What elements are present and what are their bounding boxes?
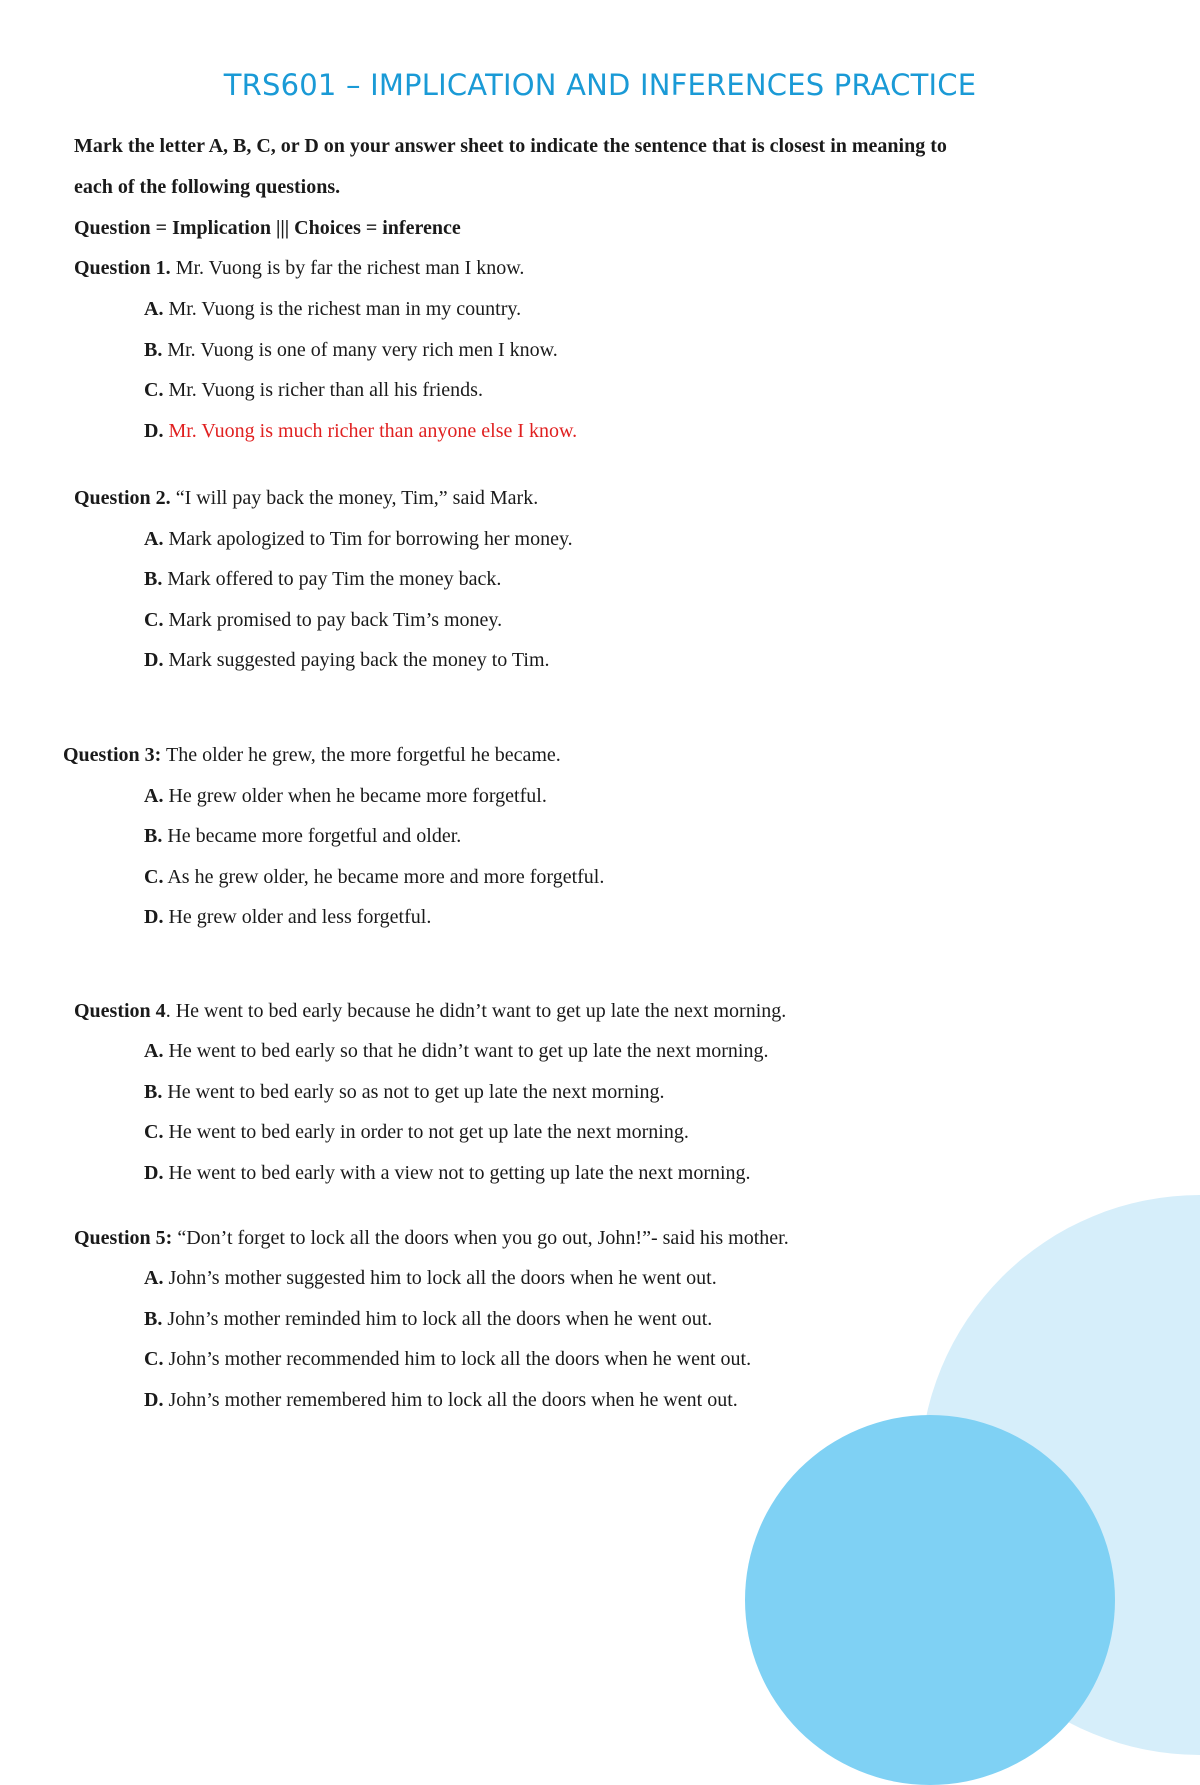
- question-1-option-c: [144, 378, 483, 402]
- question-3-option-a: [144, 784, 547, 808]
- question-5-option-a: [144, 1266, 717, 1290]
- question-4: [74, 999, 786, 1023]
- question-3-option-d: [144, 905, 431, 929]
- option-letter: C.: [144, 1121, 164, 1143]
- option-text: John’s mother reminded him to lock all the doors when he went out.: [162, 1308, 713, 1330]
- option-text: John’s mother remembered him to lock all the doors when he went out.: [163, 1389, 738, 1411]
- question-label: Question 1.: [74, 257, 171, 279]
- option-letter: D.: [144, 649, 164, 671]
- question-3: [63, 743, 561, 767]
- option-letter: A.: [144, 528, 164, 550]
- question-1: [74, 256, 524, 280]
- question-label: Question 5:: [74, 1227, 173, 1249]
- option-text: He grew older and less forgetful.: [163, 906, 432, 928]
- option-text: He became more forgetful and older.: [162, 825, 462, 847]
- option-letter: B.: [144, 339, 163, 361]
- question-2-option-c: [144, 608, 502, 632]
- question-label: Question 3:: [63, 744, 162, 766]
- question-1-option-d: [144, 419, 577, 443]
- option-text: Mr. Vuong is richer than all his friends.: [163, 379, 483, 401]
- question-label: Question 2.: [74, 487, 171, 509]
- option-letter: D.: [144, 1389, 164, 1411]
- question-text: Mr. Vuong is by far the richest man I know.: [170, 257, 525, 279]
- option-text: Mark offered to pay Tim the money back.: [162, 568, 502, 590]
- option-text: Mark suggested paying back the money to Tim.: [163, 649, 550, 671]
- option-letter: D.: [144, 1162, 164, 1184]
- option-text-highlighted: Mr. Vuong is much richer than anyone else I know.: [163, 420, 578, 442]
- document-title: TRS601 – IMPLICATION AND INFERENCES PRACTICE: [223, 68, 977, 102]
- question-3-option-b: [144, 824, 461, 848]
- option-text: Mark apologized to Tim for borrowing her money.: [163, 528, 573, 550]
- question-5-option-b: [144, 1307, 712, 1331]
- option-letter: A.: [144, 785, 164, 807]
- option-letter: D.: [144, 420, 164, 442]
- question-label: Question 4: [74, 1000, 166, 1022]
- option-letter: C.: [144, 866, 164, 888]
- question-text: The older he grew, the more forgetful he became.: [161, 744, 561, 766]
- question-1-option-b: [144, 338, 558, 362]
- instructions-line-2: each of the following questions.: [74, 176, 341, 198]
- option-text: He went to bed early in order to not get up late the next morning.: [163, 1121, 689, 1143]
- option-text: Mr. Vuong is the richest man in my country.: [163, 298, 522, 320]
- instructions-line-3: Question = Implication ||| Choices = inference: [74, 217, 461, 239]
- decorative-circle-small: [745, 1415, 1115, 1785]
- option-text: John’s mother suggested him to lock all the doors when he went out.: [163, 1267, 717, 1289]
- option-letter: B.: [144, 568, 163, 590]
- option-text: He went to bed early so as not to get up late the next morning.: [162, 1081, 665, 1103]
- option-letter: A.: [144, 1040, 164, 1062]
- question-5: [74, 1226, 789, 1250]
- question-2-option-d: [144, 648, 550, 672]
- option-letter: D.: [144, 906, 164, 928]
- question-4-option-a: [144, 1039, 769, 1063]
- option-text: Mr. Vuong is one of many very rich men I know.: [162, 339, 558, 361]
- instructions-line-1: Mark the letter A, B, C, or D on your answer sheet to indicate the sentence that is closest in meaning to: [74, 135, 947, 157]
- question-text: “Don’t forget to lock all the doors when you go out, John!”- said his mother.: [172, 1227, 789, 1249]
- question-2-option-a: [144, 527, 573, 551]
- option-letter: C.: [144, 1348, 164, 1370]
- option-text: John’s mother recommended him to lock all the doors when he went out.: [163, 1348, 752, 1370]
- option-letter: C.: [144, 379, 164, 401]
- option-letter: A.: [144, 298, 164, 320]
- option-text: As he grew older, he became more and more forgetful.: [163, 866, 605, 888]
- question-text: . He went to bed early because he didn’t want to get up late the next morning.: [165, 1000, 787, 1022]
- option-letter: A.: [144, 1267, 164, 1289]
- question-5-option-d: [144, 1388, 738, 1412]
- option-letter: B.: [144, 1308, 163, 1330]
- option-text: Mark promised to pay back Tim’s money.: [163, 609, 503, 631]
- question-4-option-b: [144, 1080, 664, 1104]
- question-4-option-c: [144, 1120, 689, 1144]
- question-3-option-c: [144, 865, 604, 889]
- question-text: “I will pay back the money, Tim,” said Mark.: [170, 487, 539, 509]
- question-2-option-b: [144, 567, 501, 591]
- question-4-option-d: [144, 1161, 751, 1185]
- question-1-option-a: [144, 297, 521, 321]
- option-text: He grew older when he became more forgetful.: [163, 785, 547, 807]
- question-2: [74, 486, 538, 510]
- question-5-option-c: [144, 1347, 751, 1371]
- option-letter: B.: [144, 1081, 163, 1103]
- option-text: He went to bed early so that he didn’t want to get up late the next morning.: [163, 1040, 769, 1062]
- option-letter: C.: [144, 609, 164, 631]
- option-text: He went to bed early with a view not to getting up late the next morning.: [163, 1162, 751, 1184]
- option-letter: B.: [144, 825, 163, 847]
